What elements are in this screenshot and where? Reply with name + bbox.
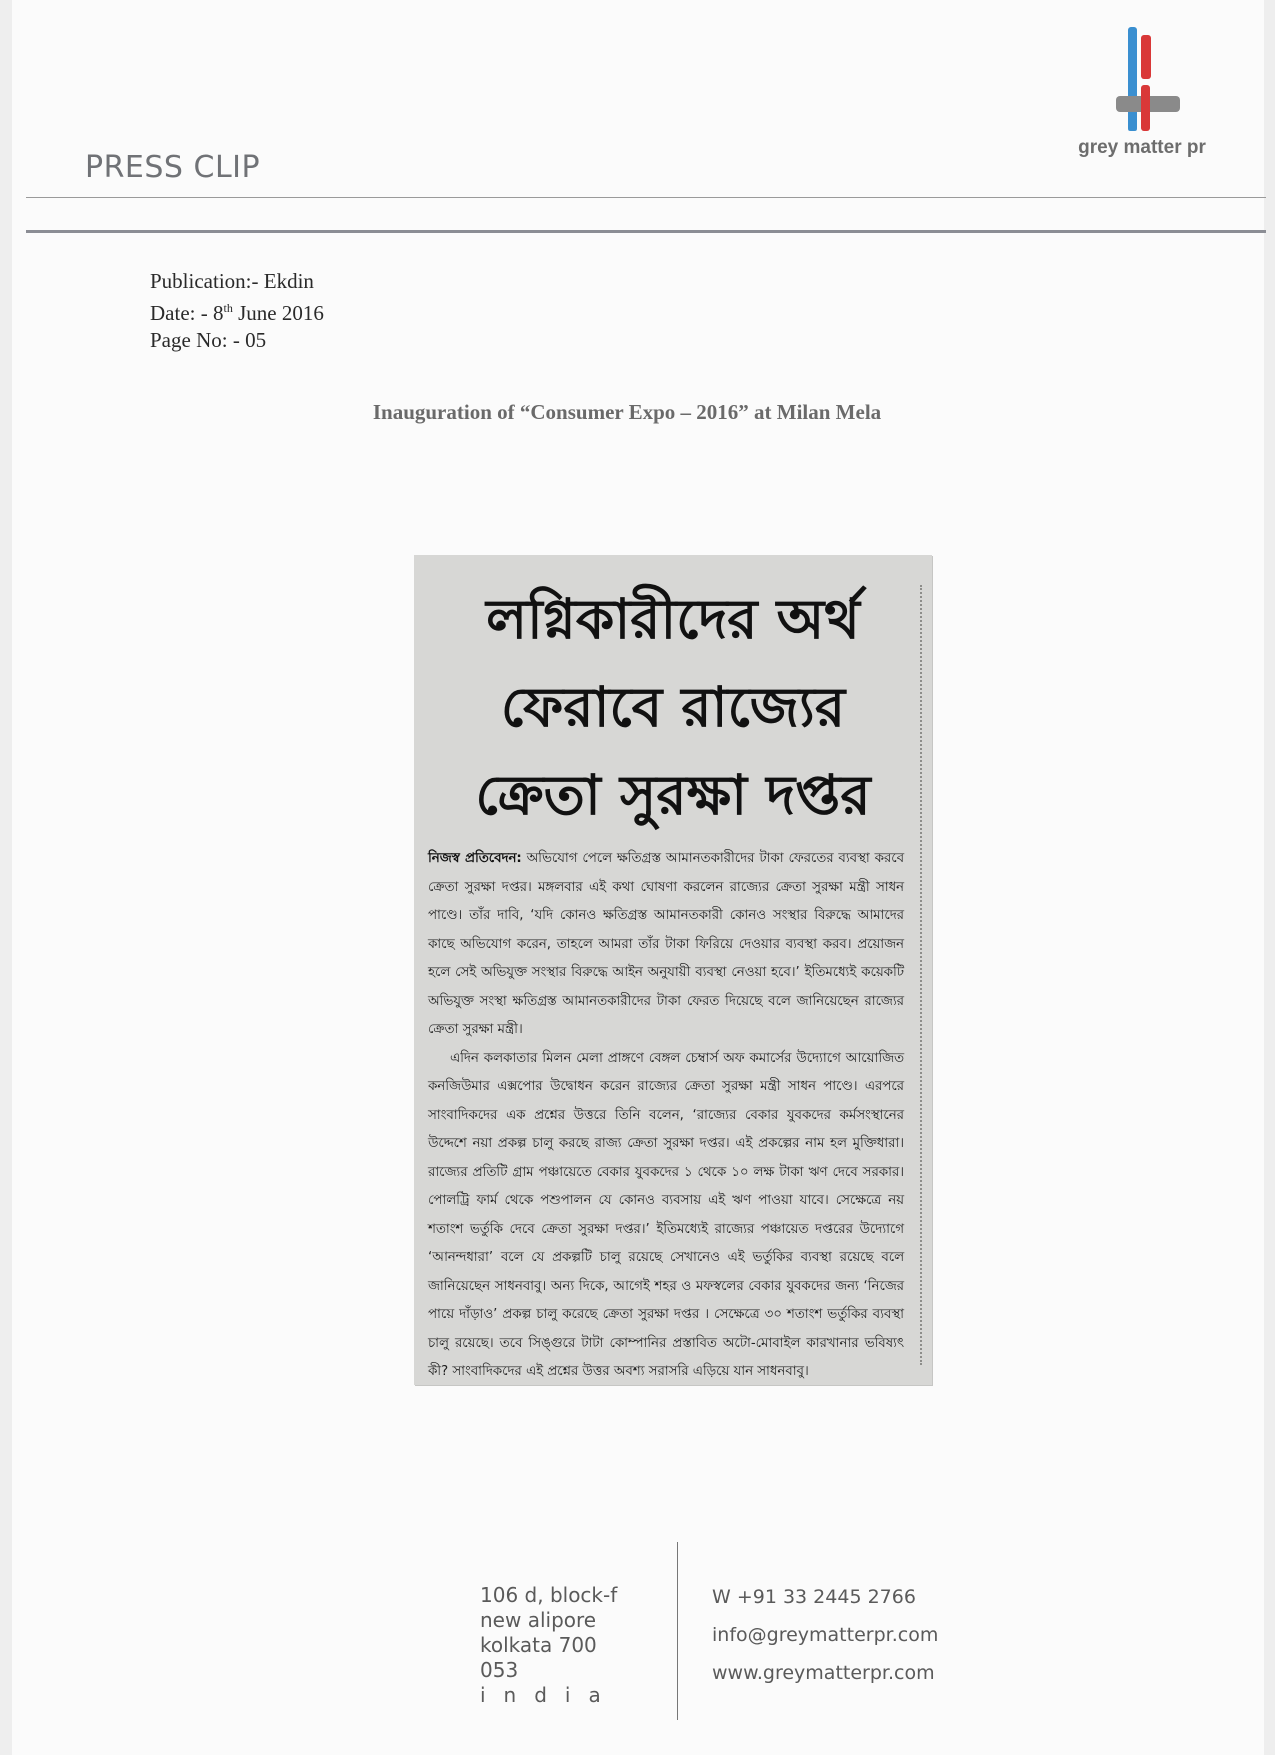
header-divider-thin (26, 197, 1266, 198)
phone-number: W +91 33 2445 2766 (712, 1586, 916, 1608)
article-body (428, 845, 904, 1387)
address-line-3: kolkata 700 053 (480, 1633, 597, 1682)
date-line (150, 295, 324, 327)
article-paragraph-1 (428, 845, 904, 1045)
newspaper-clipping (414, 555, 932, 1385)
footer-divider (677, 1542, 678, 1720)
article-byline: নিজস্ব প্রতিবেদন: (428, 851, 522, 866)
publication-meta (150, 268, 324, 354)
clip-heading: Inauguration of “Consumer Expo – 2016” at Milan Mela (372, 400, 882, 424)
headline-line-2: ফেরাবে রাজ্যের (500, 675, 846, 739)
article-paragraph-2: এদিন কলকাতার মিলন মেলা প্রাঙ্গণে বেঙ্গল চেম্বার্স অফ কমার্সের উদ্যোগে আয়োজিত কনজিউমার এক্সপোর উদ্বোধন করেন রাজ্যের ক্রেতা সুরক্ষা মন্ত্রী সাধন পাণ্ডে। এরপরে সাংবাদিকদের এক প্রশ্নের উত্তরে তিনি বলেন, ‘রাজ্যের বেকার যুবকদের কর্মসংস্থানের উদ্দেশে নয়া প্রকল্প চালু করছে রাজ্য ক্রেতা সুরক্ষা দপ্তর। এই প্রকল্পের নাম হল মুক্তিধারা। রাজ্যের প্রতিটি গ্রাম পঞ্চায়েতে বেকার যুবকদের ১ থেকে ১০ লক্ষ টাকা ঋণ দেবে সরকার। পোলট্রি ফার্ম থেকে পশুপালন যে কোনও ব্যবসায় এই ঋণ পাওয়া যাবে। সেক্ষেত্রে নয় শতাংশ ভর্তুকি দেবে ক্রেতা সুরক্ষা দপ্তর।’ ইতিমধ্যেই রাজ্যের পঞ্চায়েত দপ্তরের উদ্যোগে ‘আনন্দধারা’ বলে যে প্রকল্পটি চালু রয়েছে সেখানেও এই ভর্তুকির ব্যবস্থা রয়েছে বলে জানিয়েছেন সাধনবাবু। অন্য দিকে, আগেই শহর ও মফস্বলের বেকার যুবকদের জন্য ‘নিজের পায়ে দাঁড়াও’ প্রকল্প চালু করেছে ক্রেতা সুরক্ষা দপ্তর । সেক্ষেত্রে ৩০ শতাংশ ভর্তুকির ব্যবস্থা চালু রয়েছে। তবে সিঙ্গুরে টাটা কোম্পানির প্রস্তাবিত অটো-মোবাইল কারখানার ভবিষ্যৎ কী? সাংবাদিকদের এই প্রশ্নের উত্তর অবশ্য সরাসরি এড়িয়ে যান সাধনবাবু। (428, 1050, 904, 1379)
website-address: www.greymatterpr.com (712, 1662, 935, 1684)
press-clip-title: PRESS CLIP (85, 150, 261, 185)
grey-matter-logo (1052, 25, 1206, 165)
article-headline (426, 575, 920, 839)
address-country: india (480, 1683, 619, 1707)
publication-line: Publication:- Ekdin (150, 269, 314, 293)
logo-text: grey matter pr (1078, 137, 1206, 158)
footer-address (480, 1583, 640, 1708)
press-clip-sheet (12, 0, 1264, 1755)
date-prefix: Date: - 8 (150, 301, 224, 325)
date-sup: th (223, 301, 233, 315)
address-line-2: new alipore (480, 1608, 597, 1632)
email-address: info@greymatterpr.com (712, 1624, 939, 1646)
address-line-1: 106 d, block-f (480, 1583, 618, 1607)
date-suffix: June 2016 (232, 301, 324, 325)
paragraph-1-text: অভিযোগ পেলে ক্ষতিগ্রস্ত আমানতকারীদের টাকা ফেরতের ব্যবস্থা করবে ক্রেতা সুরক্ষা দপ্তর। মঙ্গলবার এই কথা ঘোষণা করলেন রাজ্যের ক্রেতা সুরক্ষা মন্ত্রী সাধন পাণ্ডে। তাঁর দাবি, ‘যদি কোনও ক্ষতিগ্রস্ত আমানতকারী কোনও সংস্থার বিরুদ্ধে আমাদের কাছে অভিযোগ করেন, তাহলে আমরা তাঁর টাকা ফিরিয়ে দেওয়ার ব্যবস্থা করব। প্রয়োজন হলে সেই অভিযুক্ত সংস্থার বিরুদ্ধে আইন অনুযায়ী ব্যবস্থা নেওয়া হবে।’ ইতিমধ্যেই কয়েকটি অভিযুক্ত সংস্থা ক্ষতিগ্রস্ত আমানতকারীদের টাকা ফেরত দিয়েছে বলে জানিয়েছেন রাজ্যের ক্রেতা সুরক্ষা মন্ত্রী। (428, 851, 904, 1037)
headline-line-1: লগ্নিকারীদের অর্থ (486, 587, 860, 651)
footer-contact (712, 1578, 938, 1692)
headline-line-3: ক্রেতা সুরক্ষা দপ্তর (475, 763, 871, 827)
page-number-line: Page No: - 05 (150, 328, 267, 352)
logo-mark-icon (1092, 25, 1192, 135)
header-divider-thick (26, 230, 1266, 233)
